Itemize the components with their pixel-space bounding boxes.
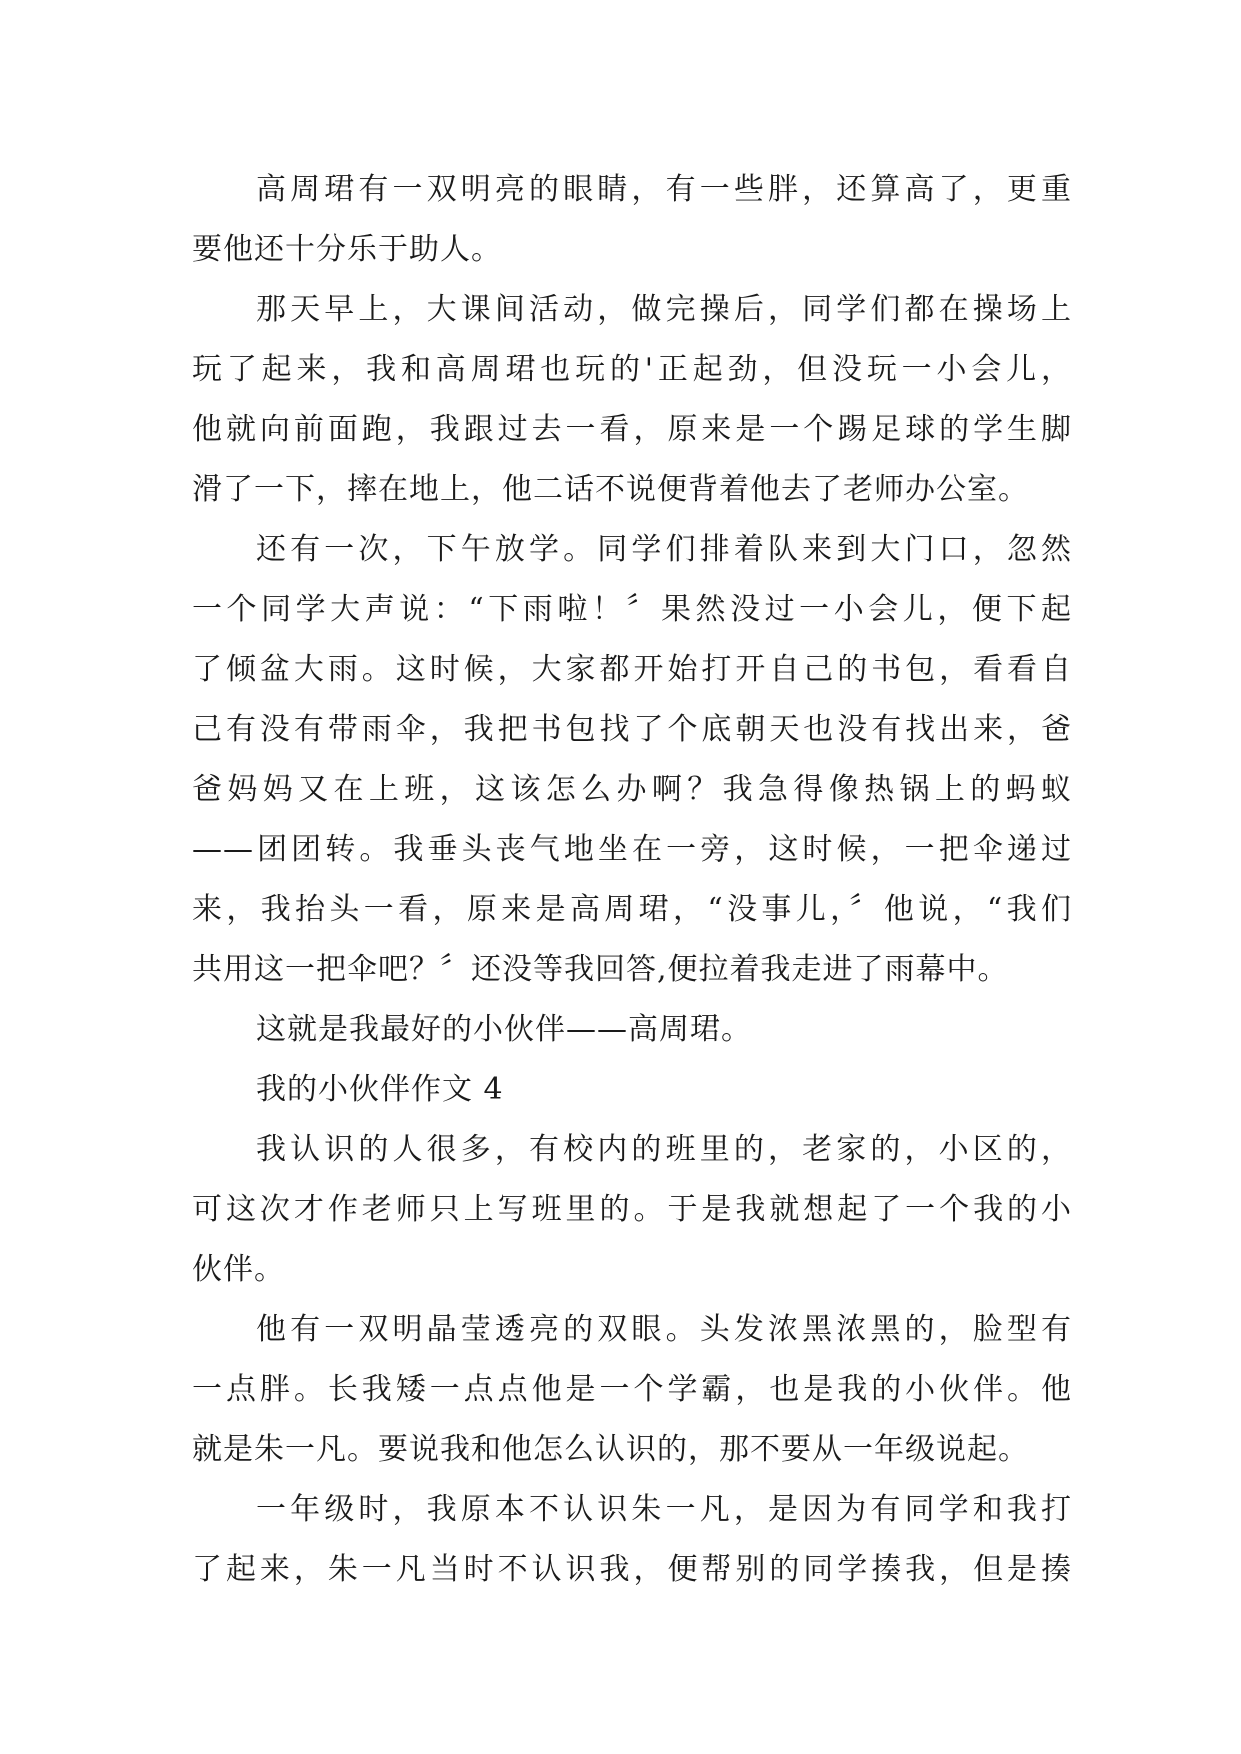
section-heading: 我的小伙伴作文 4 — [256, 1072, 504, 1107]
paragraph-line: 就是朱一凡。要说我和他怎么认识的，那不要从一年级说起。 — [192, 1432, 1029, 1467]
paragraph-line: 他就向前面跑，我跟过去一看，原来是一个踢足球的学生脚 — [192, 412, 1072, 447]
paragraph-line: 要他还十分乐于助人。 — [192, 232, 502, 267]
paragraph-line: 玩了起来，我和高周珺也玩的'正起劲，但没玩一小会儿， — [192, 352, 1072, 387]
document-body — [192, 160, 1072, 1600]
paragraph-line: 我认识的人很多，有校内的班里的，老家的，小区的， — [256, 1132, 1072, 1167]
paragraph-line: 了起来，朱一凡当时不认识我，便帮别的同学揍我，但是揍 — [192, 1552, 1072, 1587]
paragraph-line: 一年级时，我原本不认识朱一凡，是因为有同学和我打 — [256, 1492, 1072, 1527]
paragraph-line: 了倾盆大雨。这时候，大家都开始打开自己的书包，看看自 — [192, 652, 1072, 687]
paragraph-line: 爸妈妈又在上班，这该怎么办啊？我急得像热锅上的蚂蚁 — [192, 772, 1072, 807]
paragraph-line: 还有一次，下午放学。同学们排着队来到大门口，忽然 — [256, 532, 1072, 567]
paragraph-line: 来，我抬头一看，原来是高周珺，“没事儿，〞他说，“我们 — [192, 892, 1072, 927]
paragraph-line: 一个同学大声说：“下雨啦！〞果然没过一小会儿，便下起 — [192, 592, 1072, 627]
paragraph-line: 可这次才作老师只上写班里的。于是我就想起了一个我的小 — [192, 1192, 1072, 1227]
paragraph-line: 伙伴。 — [192, 1252, 285, 1287]
paragraph-line: 一点胖。长我矮一点点他是一个学霸，也是我的小伙伴。他 — [192, 1372, 1072, 1407]
paragraph-line: 这就是我最好的小伙伴——高周珺。 — [256, 1012, 752, 1047]
paragraph-line: 共用这一把伞吧？〞还没等我回答,便拉着我走进了雨幕中。 — [192, 952, 1009, 987]
paragraph-line: ——团团转。我垂头丧气地坐在一旁，这时候，一把伞递过 — [192, 832, 1072, 867]
paragraph-line: 他有一双明晶莹透亮的双眼。头发浓黑浓黑的，脸型有 — [256, 1312, 1072, 1347]
paragraph-line: 那天早上，大课间活动，做完操后，同学们都在操场上 — [256, 292, 1072, 327]
paragraph-line: 滑了一下，摔在地上，他二话不说便背着他去了老师办公室。 — [192, 472, 1029, 507]
paragraph-line: 己有没有带雨伞，我把书包找了个底朝天也没有找出来，爸 — [192, 712, 1072, 747]
paragraph-line: 高周珺有一双明亮的眼睛，有一些胖，还算高了，更重 — [256, 172, 1072, 207]
